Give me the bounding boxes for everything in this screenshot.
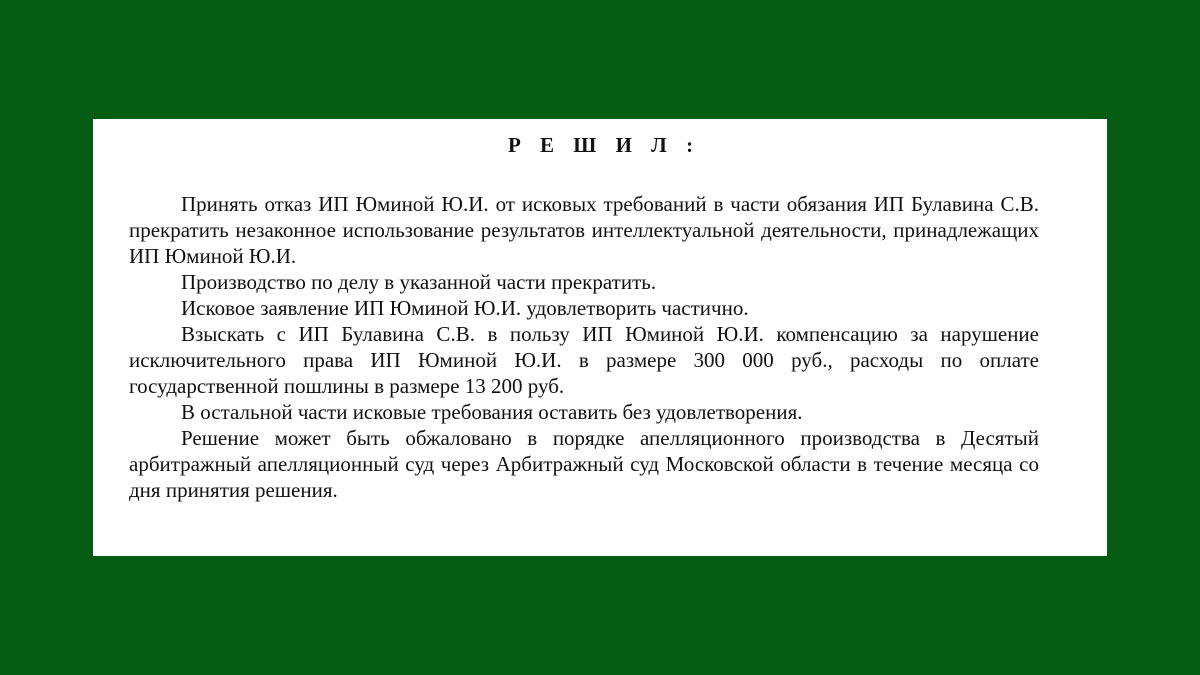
paragraph-refusal-of-claims: Принять отказ ИП Юминой Ю.И. от исковых требований в части обязания ИП Булавина С.В. прекратить незаконное использование результатов интеллектуальной деятельности, принадлежащих ИП Юминой Ю.И. [129, 192, 1039, 268]
paragraph-partial-satisfaction: Исковое заявление ИП Юминой Ю.И. удовлетворить частично. [181, 296, 749, 320]
paragraph-compensation: Взыскать с ИП Булавина С.В. в пользу ИП Юминой Ю.И. компенсацию за нарушение исключительного права ИП Юминой Ю.И. в размере 300 000 руб., расходы по оплате государственной пошлины в размере 13 200 руб. [129, 322, 1039, 398]
paragraph-remaining-claims: В остальной части исковые требования оставить без удовлетворения. [181, 400, 803, 424]
document-page [93, 119, 1107, 556]
paragraph-appeal: Решение может быть обжаловано в порядке апелляционного производства в Десятый арбитражный апелляционный суд через Арбитражный суд Московской области в течение месяца со дня принятия решения. [129, 426, 1039, 502]
decision-heading: Р Е Ш И Л : [507, 133, 701, 157]
paragraph-terminate-proceedings: Производство по делу в указанной части прекратить. [181, 270, 657, 294]
